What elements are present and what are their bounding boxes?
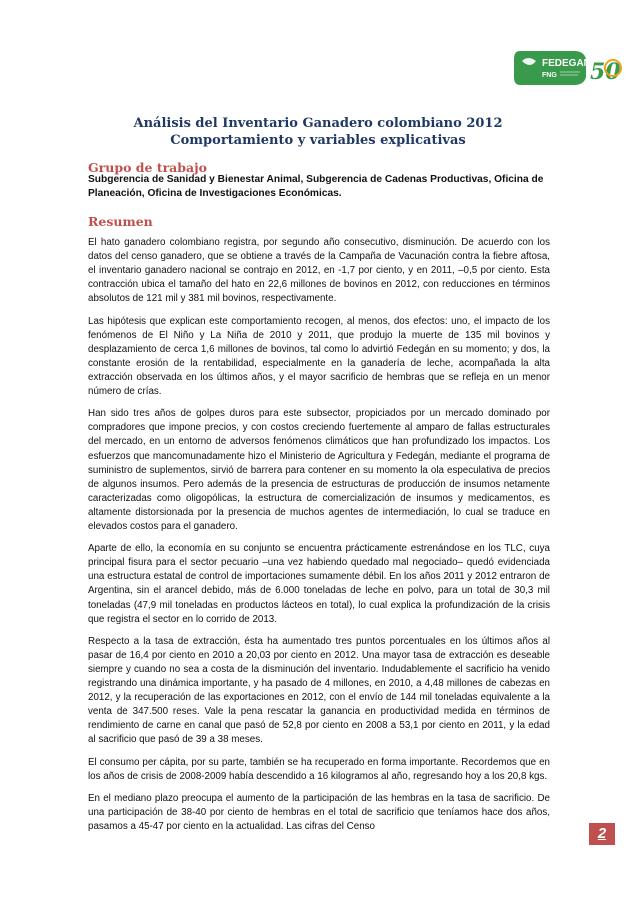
section-heading-resumen: Resumen xyxy=(88,214,153,229)
paragraph: Aparte de ello, la economía en su conjunto se encuentra prácticamente estrenándose en los TLC, cuya principal fisura para el sector pecuario –una vez habiendo quedado mal negociado– quedó evidenciada una estructura estatal de control de importaciones sumamente débil. En los años 2011 y 2012 entraron de Argentina, sin el arancel debido, más de 6.000 toneladas de leche en polvo, para un total de 30,3 mil toneladas (47,9 mil toneladas en productos lácteos en total), lo cual explica la profundización de la crisis que registra el sector en lo corrido de 2013. xyxy=(88,543,550,625)
document-subtitle: Comportamiento y variables explicativas xyxy=(170,133,466,148)
logo-anniversary-text: 50 xyxy=(590,59,621,85)
paragraph: Han sido tres años de golpes duros para este subsector, propiciados por un mercado dominado por compradores que impone precios, y con costos creciendo fuertemente al amparo de fallas estructurales del mercado, en un entorno de adversos fenómenos climáticos que han profundizado los impactos. Los esfuerzos que mancomunadamente hizo el Ministerio de Agricultura y Fedegán, mediante el programa de suministro de suplementos, sirvió de barrera para contener en su momento la ola especulativa de precios de algunos insumos. Pero además de la presencia de estructuras de producción de insumos netamente caracterizadas como oligopólicas, la estructura de comercialización de insumos y medicamentos, es altamente distorsionada por la presencia de muchos agentes de intermediación, lo cual se traduce en elevados costos para el ganadero. xyxy=(88,408,550,532)
paragraph: Respecto a la tasa de extracción, ésta ha aumentado tres puntos porcentuales en los últimos años al pasar de 16,4 por ciento en 2010 a 20,03 por ciento en 2012. Una mayor tasa de extracción es deseable siempre y cuando no sea a costa de la disminución del inventario. Indudablemente el sacrificio ha venido registrando una dinámica importante, y ha pasado de 4 millones, en 2010, a 4,48 millones de cabezas en 2012, y la recuperación de las exportaciones en 2012, con el envío de 144 mil toneladas equivalente a la venta de 347.500 reses. Vale la pena rescatar la ganancia en productividad medida en términos de rendimiento de carne en canal que pasó de 52,8 por ciento en 2008 a 53,1 por ciento en 2011, y la edad al sacrificio que pasó de 39 a 38 meses. xyxy=(88,635,550,746)
logo-subbrand-text: FNG xyxy=(542,72,557,79)
document-title: Análisis del Inventario Ganadero colombiano 2012 xyxy=(133,116,503,131)
paragraph: En el mediano plazo preocupa el aumento de la participación de las hembras en la tasa de sacrificio. De una participación de 38-40 por ciento de hembras en el total de sacrificio que teníamos hace dos años, pasamos a 45-47 por ciento en la actualidad. Las cifras del Censo xyxy=(88,792,550,833)
paragraph: El hato ganadero colombiano registra, por segundo año consecutivo, disminución. De acuerdo con los datos del censo ganadero, que se obtiene a través de la Campaña de Vacunación contra la fiebre aftosa, el inventario ganadero nacional se contrajo en 2012, en -1,7 por ciento, y en 2011, –0,5 por ciento. Esta contracción ubica el tamaño del hato en 22,6 millones de bovinos en 2012, con reducciones en términos absolutos de 121 mil y 381 mil bovinos, respectivamente. xyxy=(88,237,550,305)
logo-brand-text: FEDEGAN xyxy=(542,58,591,69)
working-group-text: Subgerencia de Sanidad y Bienestar Animal, Subgerencia de Cadenas Productivas, Oficina de Planeación, Oficina de Investigaciones Económicas. xyxy=(88,174,544,199)
paragraph: Las hipótesis que explican este comportamiento recogen, al menos, dos efectos: uno, el impacto de los fenómenos de El Niño y La Niña de 2010 y 2011, que produjo la muerte de 135 mil bovinos y desplazamiento de cerca 1,6 millones de bovinos, tal como lo advirtió Fedegán en su momento; y dos, la constante erosión de la rentabilidad, especialmente en la ganadería de leche, acompañada la alta extracción observada en los últimos años, y el mayor sacrificio de hembras que se refleja en un menor número de crías. xyxy=(88,315,550,398)
summary-body xyxy=(88,236,550,842)
page-number-badge: 2 xyxy=(589,823,615,845)
paragraph: El consumo per cápita, por su parte, también se ha recuperado en forma importante. Recordemos que en los años de crisis de 2008-2009 había descendido a 16 kilogramos al año, regresando hoy a los 20,8 kgs. xyxy=(88,756,550,782)
fedegan-logo xyxy=(512,47,624,89)
section-heading-grupo: Grupo de trabajo xyxy=(88,160,207,175)
